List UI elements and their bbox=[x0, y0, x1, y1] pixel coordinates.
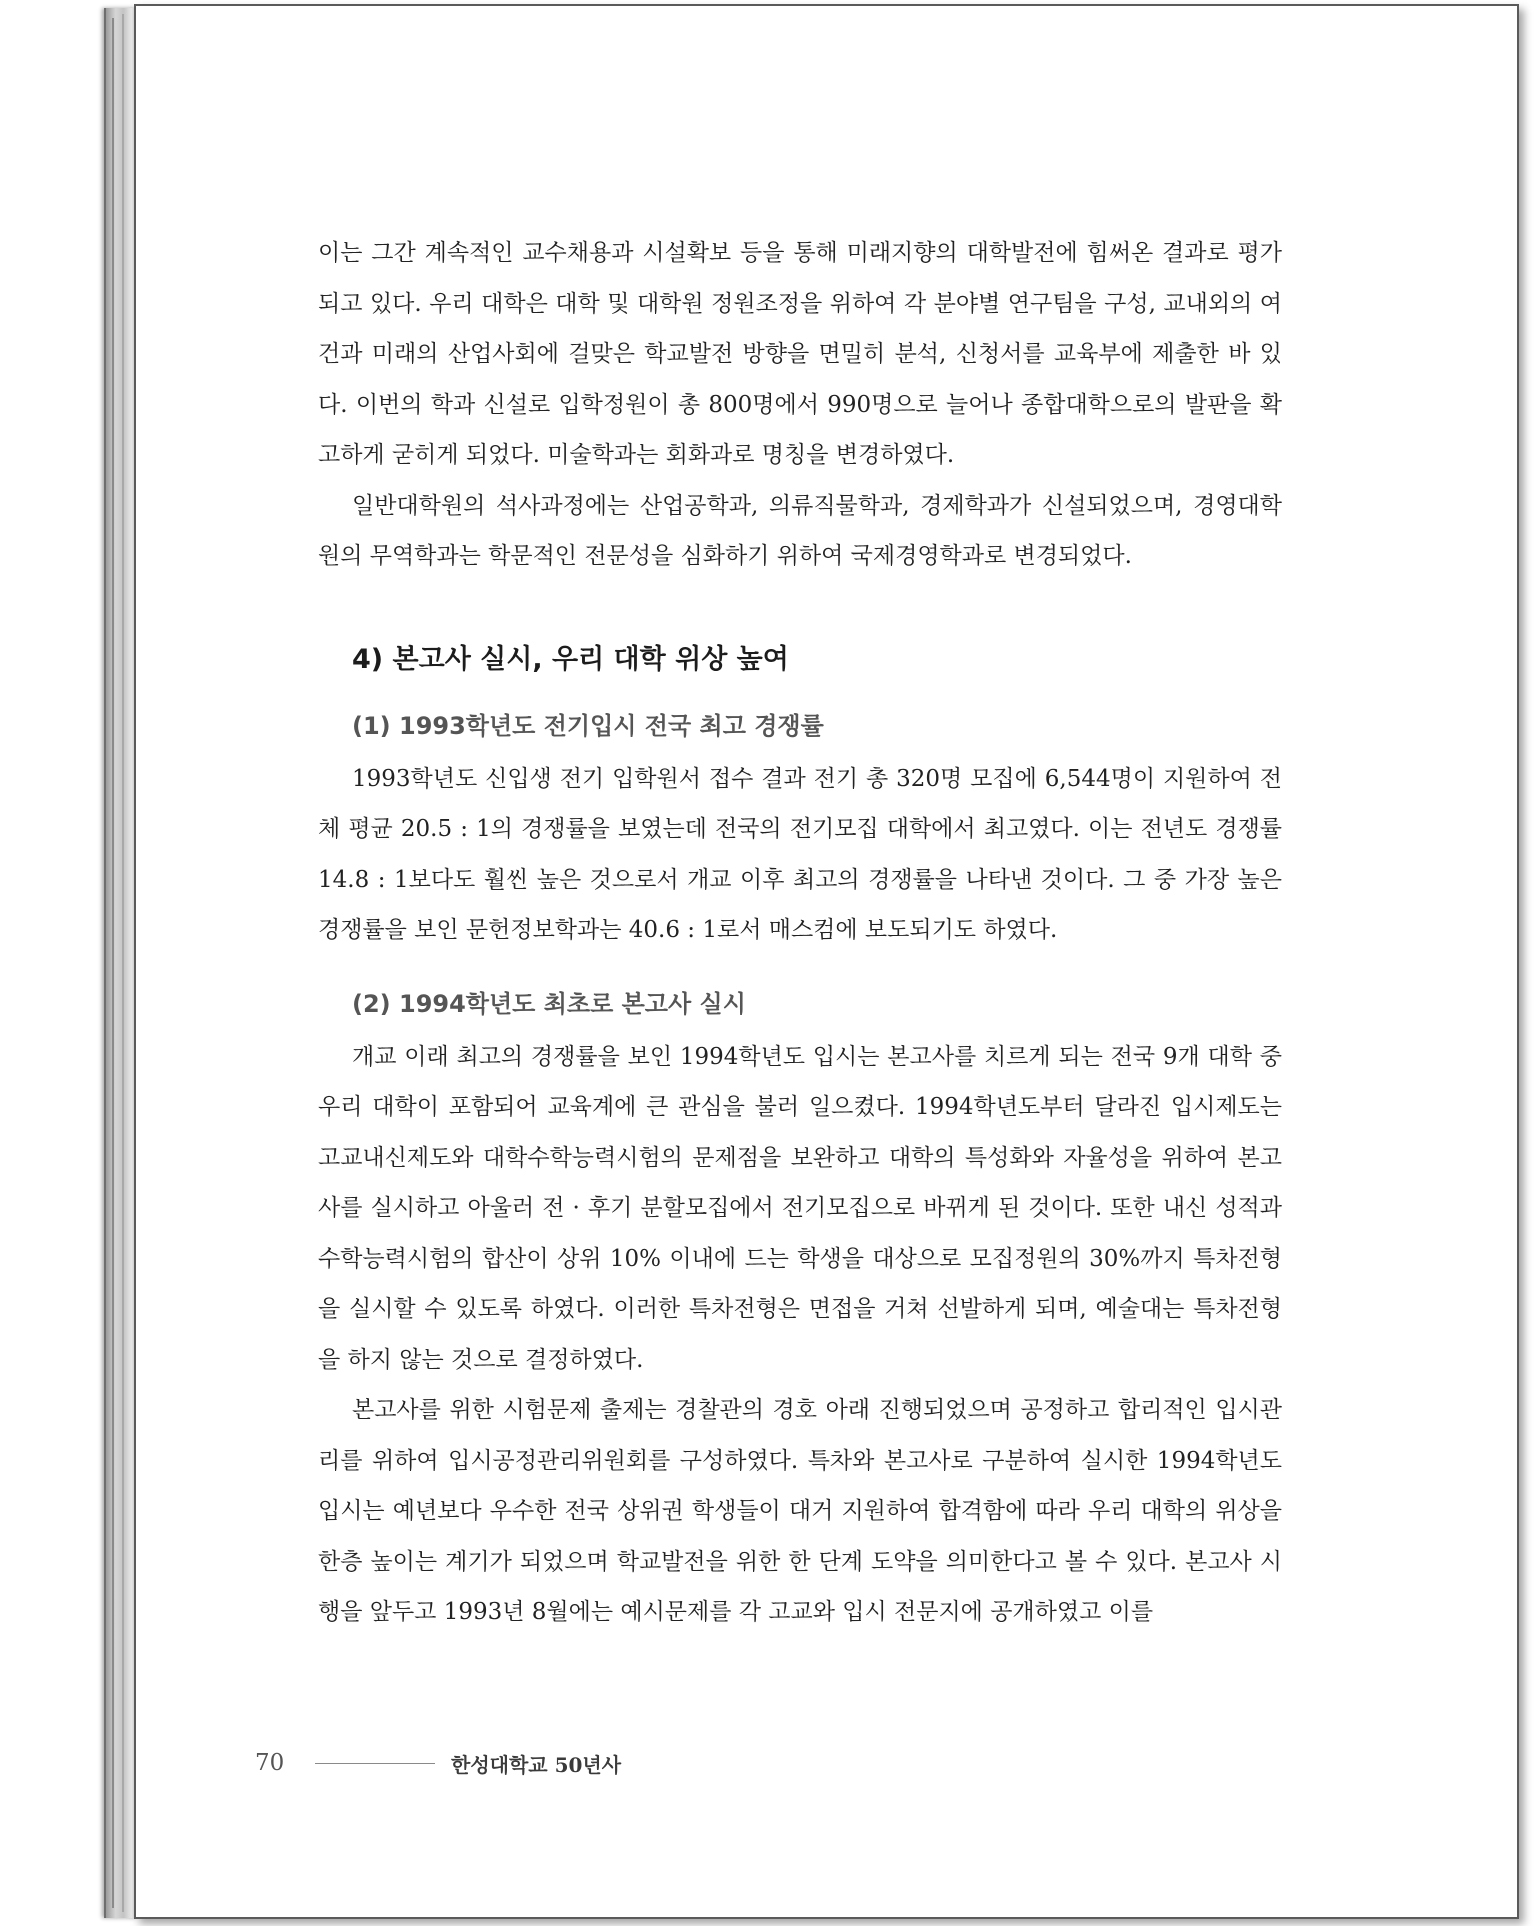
footer-divider bbox=[315, 1763, 435, 1764]
intro-paragraph-1: 이는 그간 계속적인 교수채용과 시설확보 등을 통해 미래지향의 대학발전에 힘써온 결과로 평가되고 있다. 우리 대학은 대학 및 대학원 정원조정을 위하여 각 분야별 연구팀을 구성, 교내외의 여건과 미래의 산업사회에 걸맞은 학교발전 방향을 면밀히 분석, 신청서를 교육부에 제출한 바 있다. 이번의 학과 신설로 입학정원이 총 800명에서 990명으로 늘어나 종합대학으로의 발판을 확고하게 굳히게 되었다. 미술학과는 회화과로 명칭을 변경하였다. bbox=[318, 240, 1282, 468]
section-heading: 4) 본고사 실시, 우리 대학 위상 높여 bbox=[352, 643, 789, 675]
subsection-2-paragraph-1: 개교 이래 최고의 경쟁률을 보인 1994학년도 입시는 본고사를 치르게 되는 전국 9개 대학 중 우리 대학이 포함되어 교육계에 큰 관심을 불러 일으켰다. 1994학년도부터 달라진 입시제도는 고교내신제도와 대학수학능력시험의 문제점을 보완하고 대학의 특성화와 자율성을 위하여 본고사를 실시하고 아울러 전 · 후기 분할모집에서 전기모집으로 바뀌게 된 것이다. 또한 내신 성적과 수학능력시험의 합산이 상위 10% 이내에 드는 학생을 대상으로 모집정원의 30%까지 특차전형을 실시할 수 있도록 하였다. 이러한 특차전형은 면접을 거쳐 선발하게 되며, 예술대는 특차전형을 하지 않는 것으로 결정하였다. bbox=[318, 1043, 1282, 1373]
subsection-2-paragraph-2: 본고사를 위한 시험문제 출제는 경찰관의 경호 아래 진행되었으며 공정하고 합리적인 입시관리를 위하여 입시공정관리위원회를 구성하였다. 특차와 본고사로 구분하여 실시한 1994학년도 입시는 예년보다 우수한 전국 상위권 학생들이 대거 지원하여 합격함에 따라 우리 대학의 위상을 한층 높이는 계기가 되었으며 학교발전을 위한 한 단계 도약을 의미한다고 볼 수 있다. 본고사 시행을 앞두고 1993년 8월에는 예시문제를 각 고교와 입시 전문지에 공개하였고 이를 bbox=[318, 1397, 1282, 1625]
subsection-1-heading: (1) 1993학년도 전기입시 전국 최고 경쟁률 bbox=[352, 711, 824, 740]
subsection-1-paragraph: 1993학년도 신입생 전기 입학원서 접수 결과 전기 총 320명 모집에 6,544명이 지원하여 전체 평균 20.5 : 1의 경쟁률을 보였는데 전국의 전기모집 대학에서 최고였다. 이는 전년도 경쟁률 14.8 : 1보다도 훨씬 높은 것으로서 개교 이후 최고의 경쟁률을 나타낸 것이다. 그 중 가장 높은 경쟁률을 보인 문헌정보학과는 40.6 : 1로서 매스컴에 보도되기도 하였다. bbox=[318, 765, 1282, 943]
page-number: 70 bbox=[255, 1750, 285, 1776]
book-title: 한성대학교 50년사 bbox=[451, 1752, 622, 1777]
subsection-2-heading: (2) 1994학년도 최초로 본고사 실시 bbox=[352, 989, 746, 1018]
book-page-edges bbox=[104, 8, 138, 1918]
page-body bbox=[318, 228, 1282, 1638]
intro-paragraph-2: 일반대학원의 석사과정에는 산업공학과, 의류직물학과, 경제학과가 신설되었으며, 경영대학원의 무역학과는 학문적인 전문성을 심화하기 위하여 국제경영학과로 변경되었다. bbox=[318, 492, 1282, 569]
page-footer bbox=[255, 1747, 621, 1779]
